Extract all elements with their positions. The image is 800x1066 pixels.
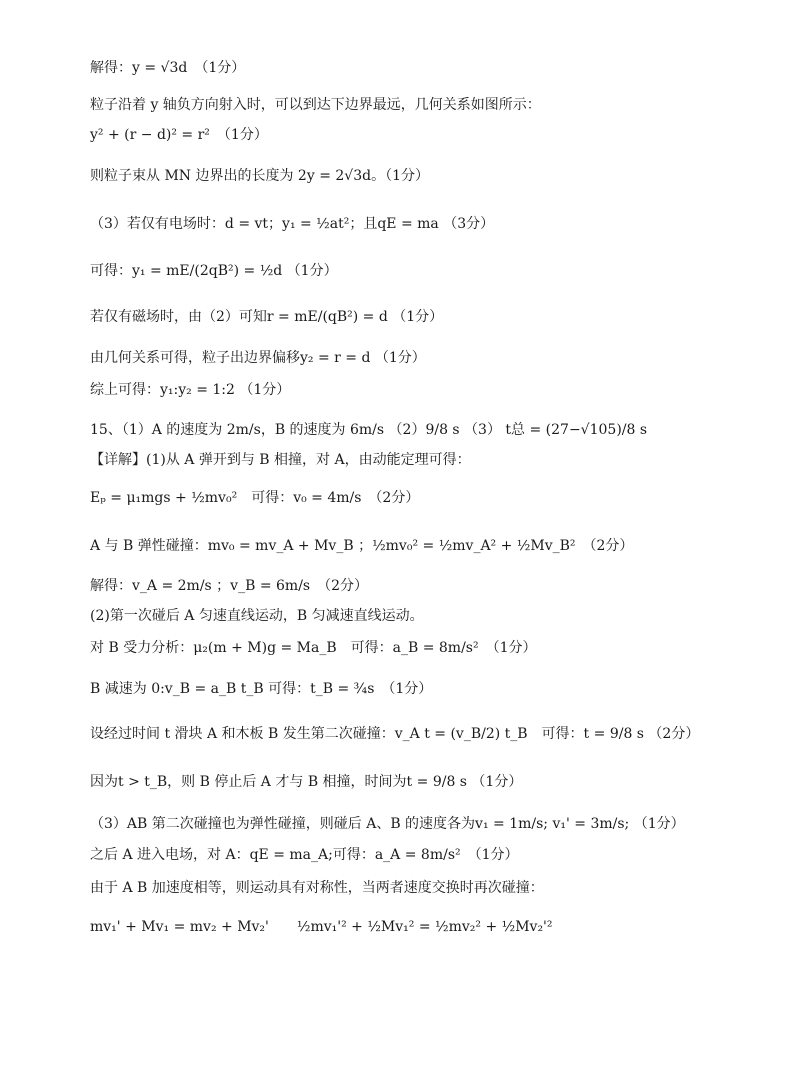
text-line: 则粒子束从 MN 边界出的长度为 2y = 2√3d。（1分） (90, 168, 429, 184)
text-line: 综上可得：y₁:y₂ = 1:2 （1分） (90, 382, 291, 398)
text-line: 由几何关系可得，粒子出边界偏移y₂ = r = d （1分） (90, 350, 426, 366)
equation-line: Eₚ = μ₁mgs + ½mv₀² 可得：v₀ = 4m/s （2分） (90, 490, 420, 506)
answer-line: 15、（1）A 的速度为 2m/s，B 的速度为 6m/s （2）9/8 s （3） t总 = (27−√105)/8 s (90, 422, 648, 438)
text-line: 若仅有磁场时，由（2）可知r = mE/(qB²) = d （1分） (90, 309, 444, 325)
text-line: 解得：y = √3d （1分） (90, 60, 246, 76)
text-line: （3）若仅有电场时：d = vt；y₁ = ½at²；且qE = ma （3分） (90, 216, 495, 232)
text-line: 粒子沿着 y 轴负方向射入时，可以到达下边界最远，几何关系如图所示： (90, 97, 541, 113)
text-line: (2)第一次碰后 A 匀速直线运动，B 匀减速直线运动。 (90, 608, 424, 624)
equation-line: B 减速为 0:v_B = a_B t_B 可得：t_B = ¾s （1分） (90, 681, 433, 697)
equation-line: 可得：y₁ = mE/(2qB²) = ½d （1分） (90, 263, 338, 279)
text-line: 【详解】(1)从 A 弹开到与 B 相撞，对 A，由动能定理可得： (90, 452, 471, 468)
equation-line: A 与 B 弹性碰撞：mv₀ = mv_A + Mv_B ；½mv₀² = ½mv_A² + ½Mv_B² （2分） (90, 538, 634, 554)
equation-line: 对 B 受力分析：μ₂(m + M)g = Ma_B 可得：a_B = 8m/s² （1分） (90, 640, 537, 656)
equation-line: mv₁' + Mv₁ = mv₂ + Mv₂' ½mv₁'² + ½Mv₁² = ½mv₂² + ½Mv₂'² (90, 919, 553, 935)
equation-line: y² + (r − d)² = r² （1分） (90, 127, 268, 143)
equation-line: 解得：v_A = 2m/s ；v_B = 6m/s （2分） (90, 578, 369, 594)
equation-line: 设经过时间 t 滑块 A 和木板 B 发生第二次碰撞：v_A t = (v_B/2) t_B 可得：t = 9/8 s （2分） (90, 726, 700, 742)
equation-line: 因为t > t_B，则 B 停止后 A 才与 B 相撞，时间为t = 9/8 s （1分） (90, 774, 523, 790)
equation-line: 之后 A 进入电场，对 A：qE = ma_A;可得：a_A = 8m/s² （1分） (90, 847, 519, 863)
text-line: 由于 A B 加速度相等，则运动具有对称性，当两者速度交换时再次碰撞： (90, 880, 544, 896)
equation-line: （3）AB 第二次碰撞也为弹性碰撞，则碰后 A、B 的速度各为v₁ = 1m/s; v₁' = 3m/s; （1分） (90, 816, 685, 832)
